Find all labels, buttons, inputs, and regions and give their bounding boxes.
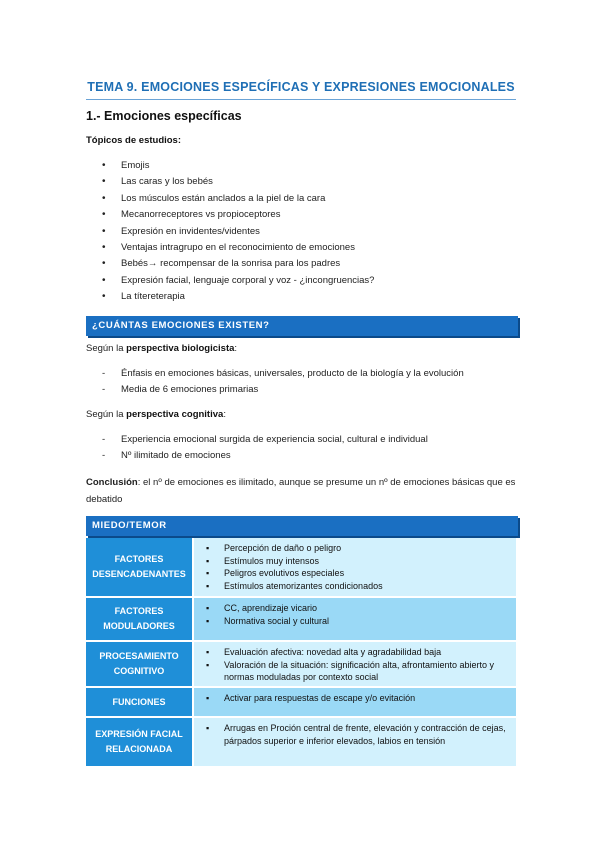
list-item: • Expresión facial, lenguaje corporal y voz - ¿incongruencias? — [102, 273, 374, 289]
bio-list — [102, 366, 464, 399]
list-item: - Experiencia emocional surgida de experiencia social, cultural e individual — [102, 432, 428, 448]
cog-perspective-term: perspectiva cognitiva — [126, 409, 224, 420]
list-item: ▪ Percepción de daño o peligro — [204, 542, 510, 555]
row-label: EXPRESIÓN FACIAL RELACIONADA — [86, 718, 192, 766]
row-content — [194, 598, 516, 640]
title-underline — [86, 99, 516, 100]
list-item: ▪ Peligros evolutivos especiales — [204, 567, 510, 580]
row-content — [194, 688, 516, 716]
section-bar-how-many: ¿CUÁNTAS EMOCIONES EXISTEN? — [86, 316, 518, 336]
conclusion-paragraph: Conclusión: el nº de emociones es ilimitado, aunque se presume un nº de emociones básicas que es debatido — [86, 477, 516, 505]
list-item: ▪ Estímulos muy intensos — [204, 555, 510, 568]
bio-perspective-line: Según la perspectiva biologicista: — [86, 343, 238, 354]
table-row — [86, 688, 516, 716]
list-item: • Emojis — [102, 158, 374, 174]
row-content — [194, 718, 516, 766]
list-item: - Nº ilimitado de emociones — [102, 448, 428, 464]
cog-list — [102, 432, 428, 465]
row-label: FACTORES MODULADORES — [86, 598, 192, 640]
topics-label: Tópicos de estudios: — [86, 135, 182, 146]
list-item: • Las caras y los bebés — [102, 174, 374, 190]
table-row — [86, 642, 516, 686]
list-item: - Media de 6 emociones primarias — [102, 382, 464, 398]
table-row — [86, 718, 516, 766]
cog-perspective-line: Según la perspectiva cognitiva: — [86, 409, 226, 420]
list-item: • Expresión en invidentes/videntes — [102, 224, 374, 240]
row-content — [194, 538, 516, 596]
row-label: FACTORES DESENCADENANTES — [86, 538, 192, 596]
list-item: • Bebés→ recompensar de la sonrisa para los padres — [102, 256, 374, 272]
document-title: TEMA 9. EMOCIONES ESPECÍFICAS Y EXPRESIONES EMOCIONALES — [87, 80, 515, 94]
fear-table — [86, 538, 516, 768]
list-item: ▪ CC, aprendizaje vicario — [204, 602, 510, 615]
table-row — [86, 538, 516, 596]
list-item: ▪ Evaluación afectiva: novedad alta y agradabilidad baja — [204, 646, 510, 659]
list-item: ▪ Activar para respuestas de escape y/o evitación — [204, 692, 510, 705]
list-item: ▪ Arrugas en Proción central de frente, elevación y contracción de cejas, párpados superior e inferior elevados, labios en tensión — [204, 722, 510, 747]
list-item: • La títereterapia — [102, 289, 374, 305]
row-label: PROCESAMIENTO COGNITIVO — [86, 642, 192, 686]
bio-perspective-term: perspectiva biologicista — [126, 343, 235, 354]
list-item: ▪ Normativa social y cultural — [204, 615, 510, 628]
section-bar-fear: MIEDO/TEMOR — [86, 516, 518, 536]
row-content — [194, 642, 516, 686]
section-heading: 1.- Emociones específicas — [86, 109, 242, 123]
list-item: • Los músculos están anclados a la piel de la cara — [102, 191, 374, 207]
list-item: - Énfasis en emociones básicas, universales, producto de la biología y la evolución — [102, 366, 464, 382]
row-label: FUNCIONES — [86, 688, 192, 716]
topics-list — [102, 158, 374, 306]
conclusion-label: Conclusión — [86, 477, 138, 488]
list-item: • Ventajas intragrupo en el reconocimiento de emociones — [102, 240, 374, 256]
list-item: ▪ Valoración de la situación: significación alta, afrontamiento abierto y normas moduladas por contexto social — [204, 659, 510, 684]
table-row — [86, 598, 516, 640]
list-item: • Mecanorreceptores vs propioceptores — [102, 207, 374, 223]
list-item: ▪ Estímulos atemorizantes condicionados — [204, 580, 510, 593]
